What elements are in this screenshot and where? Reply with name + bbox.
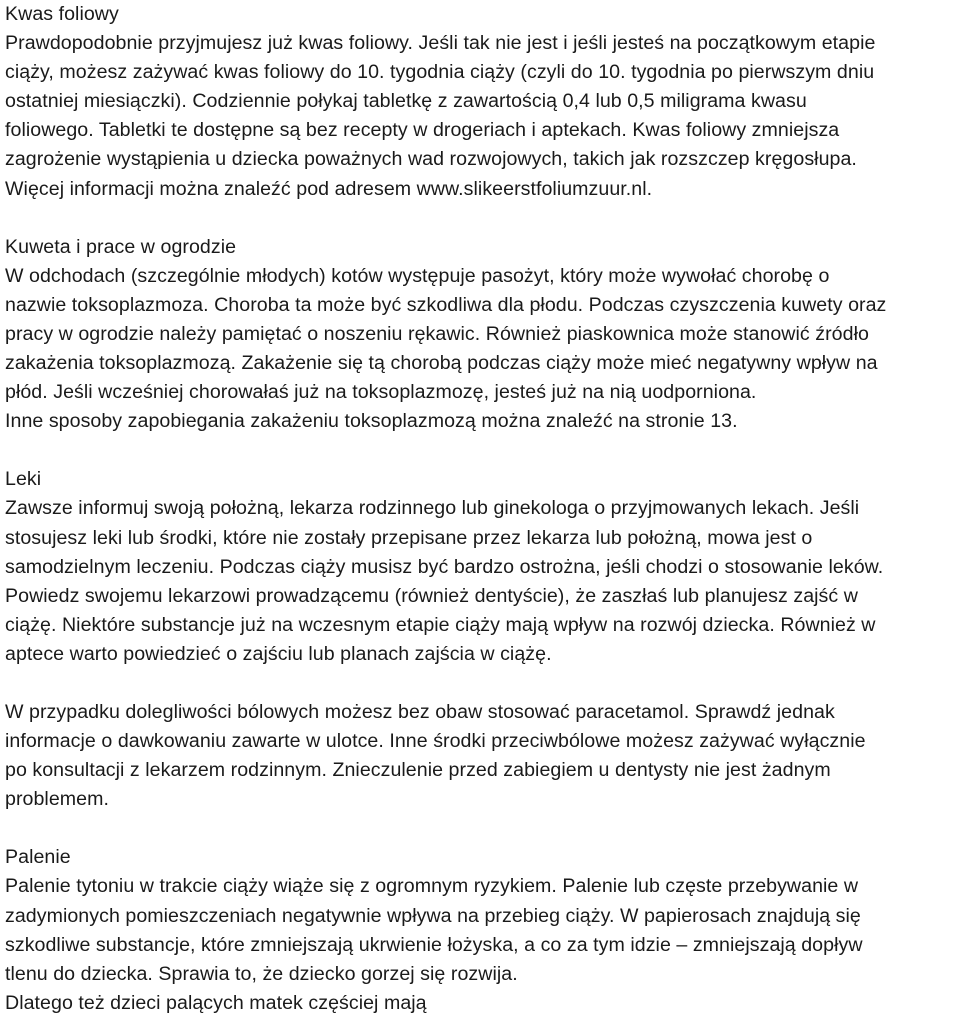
- paragraph-line: W przypadku dolegliwości bólowych możesz bez obaw stosować paracetamol. Sprawdź jednak: [5, 700, 835, 723]
- paragraph-line: zagrożenie wystąpienia u dziecka poważnych wad rozwojowych, takich jak rozszczep kręgosłupa.: [5, 148, 857, 171]
- paragraph-line: W odchodach (szczególnie młodych) kotów występuje pasożyt, który może wywołać chorobę o: [5, 264, 830, 287]
- paragraph-line: zadymionych pomieszczeniach negatywnie wpływa na przebieg ciąży. W papierosach znajdują się: [5, 904, 861, 927]
- paragraph-line: pracy w ogrodzie należy pamiętać o noszeniu rękawic. Również piaskownica może stanowić źródło: [5, 322, 869, 345]
- paragraph-line: stosujesz leki lub środki, które nie zostały przepisane przez lekarza lub położną, mowa jest o: [5, 526, 813, 549]
- section-spacer: [5, 436, 952, 465]
- paragraph-line: Więcej informacji można znaleźć pod adresem www.slikeerstfoliumzuur.nl.: [5, 177, 653, 200]
- paragraph-line: informacje o dawkowaniu zawarte w ulotce. Inne środki przeciwbólowe możesz zażywać wyłącznie: [5, 730, 866, 753]
- section-bol: [5, 698, 952, 814]
- paragraph-line: Prawdopodobnie przyjmujesz już kwas foliowy. Jeśli tak nie jest i jeśli jesteś na początkowym etapie: [5, 32, 876, 55]
- paragraph-line: Powiedz swojemu lekarzowi prowadzącemu (również dentyście), że zaszłaś lub planujesz zajść w: [5, 584, 858, 607]
- section-heading: Kuweta i prace w ogrodzie: [5, 235, 237, 258]
- paragraph-line: płód. Jeśli wcześniej chorowałaś już na toksoplazmozę, jesteś już na nią uodporniona.: [5, 381, 757, 404]
- paragraph-line: problemem.: [5, 788, 109, 811]
- section-heading: Kwas foliowy: [5, 3, 119, 25]
- paragraph-line: zakażenia toksoplazmozą. Zakażenie się tą chorobą podczas ciąży może mieć negatywny wpływ na: [5, 352, 878, 375]
- section-kuweta: [5, 233, 952, 437]
- paragraph-line: ostatniej miesiączki). Codziennie połykaj tabletkę z zawartością 0,4 lub 0,5 miligrama kwasu: [5, 90, 807, 113]
- paragraph-line: Inne sposoby zapobiegania zakażeniu toksoplazmozą można znaleźć na stronie 13.: [5, 410, 738, 433]
- paragraph-line: po konsultacji z lekarzem rodzinnym. Znieczulenie przed zabiegiem u dentysty nie jest żadnym: [5, 759, 831, 782]
- paragraph-line: szkodliwe substancje, które zmniejszają ukrwienie łożyska, a co za tym idzie – zmniejszają dopływ: [5, 933, 863, 956]
- paragraph-line: aptece warto powiedzieć o zajściu lub planach zajścia w ciążę.: [5, 642, 552, 665]
- section-heading: Palenie: [5, 846, 71, 869]
- paragraph-line: Zawsze informuj swoją położną, lekarza rodzinnego lub ginekologa o przyjmowanych lekach. Jeśli: [5, 497, 860, 520]
- paragraph-line: ciąży, możesz zażywać kwas foliowy do 10. tygodnia ciąży (czyli do 10. tygodnia po pierwszym dniu: [5, 61, 875, 84]
- section-heading: Leki: [5, 468, 42, 491]
- paragraph-line: foliowego. Tabletki te dostępne są bez recepty w drogeriach i aptekach. Kwas foliowy zmniejsza: [5, 119, 840, 142]
- paragraph-line: samodzielnym leczeniu. Podczas ciąży musisz być bardzo ostrożna, jeśli chodzi o stosowanie leków.: [5, 555, 884, 578]
- section-leki: [5, 465, 952, 669]
- section-spacer: [5, 204, 952, 233]
- section-spacer: [5, 669, 952, 698]
- paragraph-line: tlenu do dziecka. Sprawia to, że dziecko gorzej się rozwija.: [5, 962, 518, 985]
- section-palenie: [5, 843, 952, 1018]
- section-kwas-foliowy: [5, 0, 952, 204]
- paragraph-line: Dlatego też dzieci palących matek częściej mają: [5, 991, 427, 1014]
- paragraph-line: Palenie tytoniu w trakcie ciąży wiąże się z ogromnym ryzykiem. Palenie lub częste przebywanie w: [5, 875, 859, 898]
- paragraph-line: nazwie toksoplazmoza. Choroba ta może być szkodliwa dla płodu. Podczas czyszczenia kuwety oraz: [5, 293, 887, 316]
- paragraph-line: ciążę. Niektóre substancje już na wczesnym etapie ciąży mają wpływ na rozwój dziecka. Również w: [5, 613, 876, 636]
- section-spacer: [5, 814, 952, 843]
